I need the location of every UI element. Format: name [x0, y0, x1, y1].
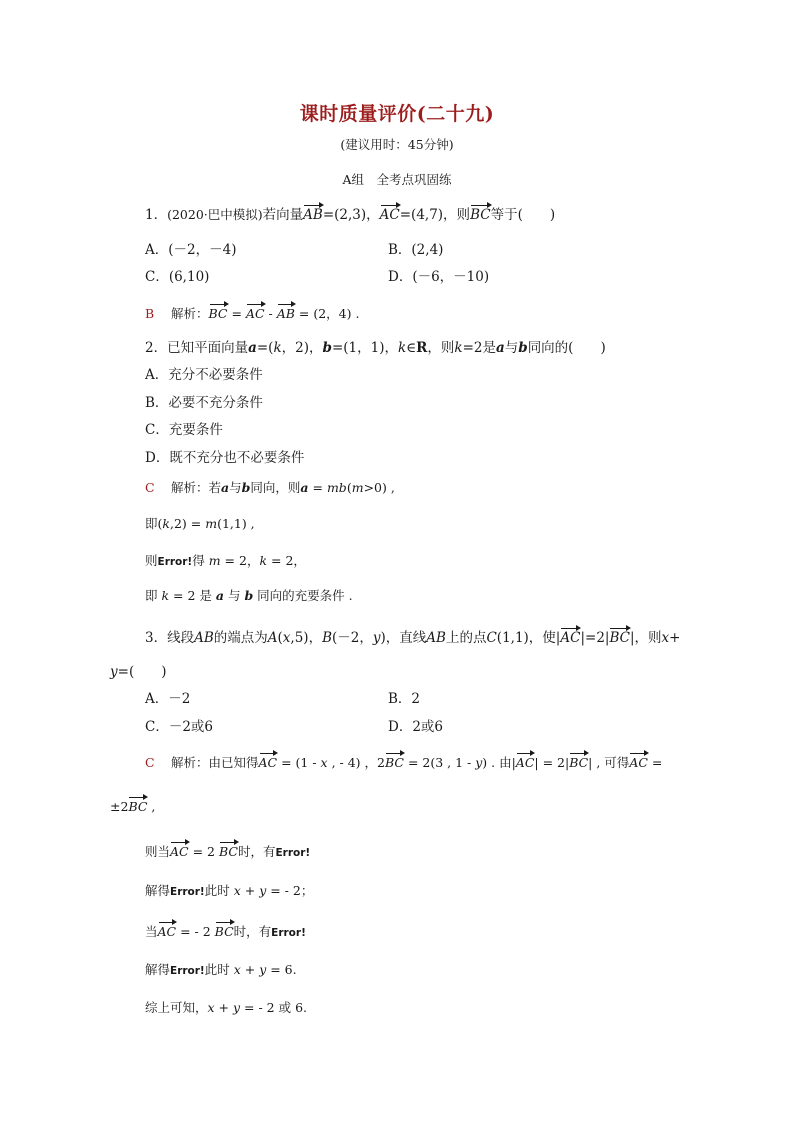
var-k: k	[273, 340, 282, 356]
vector-ac: AC	[560, 627, 580, 647]
solution-3-line-4	[145, 882, 313, 901]
answer-letter: B	[145, 306, 155, 321]
group-heading: A组 全考点巩固练	[342, 172, 452, 187]
solution-2	[145, 479, 395, 497]
text: (	[346, 480, 352, 495]
text: 若	[208, 480, 222, 495]
vector-bc: BC	[569, 752, 588, 772]
text: =( )	[117, 664, 167, 680]
solution-label: 解析：	[171, 755, 209, 770]
text: 同向，则	[250, 480, 301, 495]
text: = 2	[188, 844, 219, 859]
option-d: D．(－6，－10)	[388, 269, 490, 285]
set-r: R	[416, 340, 428, 356]
text: 与	[229, 480, 242, 495]
vector-bc: BC	[219, 841, 238, 861]
text: =2是	[462, 340, 496, 356]
text: = - 2	[176, 924, 215, 939]
vector-ab: AB	[277, 303, 295, 323]
text: 此时	[204, 883, 234, 898]
option-c: C．－2或6	[145, 719, 214, 735]
text: = 2(3 , 1 -	[403, 755, 476, 770]
var-y: y	[110, 664, 118, 680]
solution-label: 解析：	[171, 306, 209, 321]
text: ) . 由|	[482, 755, 516, 770]
solution-2-line-2	[145, 515, 255, 533]
answer-letter: C	[145, 480, 155, 495]
var-x: x	[282, 630, 291, 646]
option-d: D．2或6	[388, 719, 444, 735]
vector-ac: AC	[158, 921, 177, 941]
error-placeholder: Error!	[271, 927, 306, 939]
line-ab: AB	[426, 630, 446, 646]
text: 上的点	[445, 630, 487, 646]
segment-ab: AB	[194, 630, 214, 646]
error-placeholder: Error!	[275, 847, 311, 859]
vector-ac: AC	[259, 752, 278, 772]
text: ,5)，	[290, 630, 323, 646]
text: =	[647, 755, 663, 770]
answer-letter: C	[145, 755, 155, 770]
var-m: m	[208, 553, 221, 568]
text: ，则	[427, 340, 455, 356]
text: =(	[256, 340, 274, 356]
vector-ac: AC	[380, 204, 400, 224]
solution-3	[145, 752, 662, 772]
vector-bc: BC	[385, 752, 404, 772]
text: +	[240, 883, 260, 898]
page-title: 课时质量评价(二十九)	[299, 103, 495, 125]
text: (1,1)，使|	[496, 630, 561, 646]
solution-2-line-4	[145, 587, 353, 605]
var-a: a	[248, 340, 257, 356]
vector-ac: AC	[170, 841, 189, 861]
var-y: y	[475, 755, 483, 770]
option-c: C．(6,10)	[145, 269, 210, 285]
question-1-stem	[145, 204, 555, 224]
vector-bc: BC	[470, 204, 491, 224]
text: +	[669, 630, 681, 646]
time-note: (建议用时：45分钟)	[340, 137, 454, 152]
vector-bc: BC	[128, 796, 147, 816]
vector-ac: AC	[629, 752, 648, 772]
text: +	[240, 962, 260, 977]
option-b: B．2	[388, 691, 421, 707]
text: ∈	[406, 340, 417, 356]
text: = - 2 或 6.	[240, 1000, 308, 1015]
text: 则	[145, 553, 158, 568]
option-d: D．既不充分也不必要条件	[145, 450, 305, 466]
text: 线段	[167, 630, 195, 646]
text: =(4,7)，则	[399, 207, 471, 223]
solution-label: 解析：	[171, 480, 209, 495]
point-a: A	[267, 630, 278, 646]
text: 当	[145, 924, 158, 939]
vector-ab: AB	[303, 204, 323, 224]
text: (－2，	[332, 630, 373, 646]
solution-2-line-3	[145, 552, 306, 571]
text: ,	[147, 799, 156, 814]
var-a: a	[221, 480, 230, 495]
question-source: (2020·巴中模拟)	[167, 207, 263, 222]
text: |=2|	[580, 630, 610, 646]
var-a: a	[215, 588, 224, 603]
question-number: 2．	[145, 340, 168, 356]
question-2-stem	[145, 339, 606, 357]
var-k: k	[454, 340, 463, 356]
text: ，2)，	[281, 340, 323, 356]
text: 的端点为	[213, 630, 268, 646]
text: = 2，	[220, 553, 260, 568]
text: 即(	[145, 516, 163, 531]
text: =(1，1)，	[331, 340, 398, 356]
text: -	[264, 306, 277, 321]
var-k: k	[161, 588, 170, 603]
text: 解得	[145, 883, 171, 898]
text: = 2 是	[169, 588, 216, 603]
var-b: b	[241, 480, 251, 495]
text: 此时	[204, 962, 234, 977]
text: = (2，4) .	[294, 306, 360, 321]
solution-3-line-6	[145, 961, 297, 980]
var-a: a	[300, 480, 309, 495]
var-b: b	[244, 588, 254, 603]
text: 若向量	[262, 207, 304, 223]
var-y: y	[259, 962, 267, 977]
question-3-stem-cont	[110, 663, 167, 681]
vector-ac: AC	[516, 752, 535, 772]
solution-3-line-5	[145, 921, 306, 942]
solution-3-line-2	[110, 796, 155, 816]
error-placeholder: Error!	[170, 965, 205, 977]
option-c: C．充要条件	[145, 422, 223, 438]
vector-ac: AC	[246, 303, 265, 323]
text: 等于( )	[490, 207, 556, 223]
text: , - 4) ，2	[327, 755, 385, 770]
vector-bc: BC	[215, 921, 234, 941]
var-k: k	[397, 340, 407, 356]
text: 综上可知，	[145, 1000, 208, 1015]
text: =	[227, 306, 246, 321]
text: | , 可得	[588, 755, 630, 770]
solution-3-line-3	[145, 841, 310, 862]
text: 则当	[145, 844, 171, 859]
text: ±2	[110, 799, 129, 814]
point-c: C	[486, 630, 497, 646]
var-x: x	[233, 883, 241, 898]
text: 由已知得	[208, 755, 259, 770]
text: 时，有	[237, 844, 276, 859]
solution-3-line-7	[145, 999, 307, 1017]
solution-1	[145, 303, 359, 323]
text: = 6.	[266, 962, 297, 977]
text: ,2) =	[169, 516, 206, 531]
text: 得	[192, 553, 209, 568]
expr-mb: mb	[326, 480, 347, 495]
text: 时，有	[233, 924, 272, 939]
text: (1,1) ,	[217, 516, 255, 531]
var-m: m	[205, 516, 218, 531]
option-a: A．(－2，－4)	[145, 242, 237, 258]
text: 解得	[145, 962, 171, 977]
text: 已知平面向量	[167, 340, 249, 356]
question-3-stem	[145, 627, 680, 647]
var-a: a	[495, 340, 505, 356]
text: = (1 -	[277, 755, 321, 770]
var-y: y	[372, 630, 381, 646]
text: 与	[224, 588, 245, 603]
var-x: x	[207, 1000, 215, 1015]
text: )，直线	[380, 630, 427, 646]
var-y: y	[233, 1000, 241, 1015]
text: = 2，	[267, 553, 306, 568]
point-b: B	[322, 630, 332, 646]
text: |，则	[629, 630, 662, 646]
question-number: 1．	[145, 207, 168, 223]
option-b: B．必要不充分条件	[145, 395, 263, 411]
error-placeholder: Error!	[170, 886, 205, 898]
text: =	[308, 480, 327, 495]
text: =(2,3)，	[322, 207, 380, 223]
var-k: k	[162, 516, 170, 531]
var-x: x	[661, 630, 670, 646]
var-x: x	[320, 755, 328, 770]
text: = - 2；	[266, 883, 314, 898]
text: 同向的充要条件 .	[253, 588, 353, 603]
text: (	[277, 630, 283, 646]
vector-bc: BC	[609, 627, 630, 647]
question-number: 3．	[145, 630, 168, 646]
error-placeholder: Error!	[157, 556, 193, 568]
text: 同向的( )	[527, 340, 606, 356]
text: >0) ,	[363, 480, 395, 495]
var-y: y	[259, 883, 267, 898]
text: | = 2|	[534, 755, 570, 770]
text: 与	[504, 340, 519, 356]
vector-bc: BC	[209, 303, 228, 323]
var-b: b	[322, 340, 332, 356]
option-a: A．－2	[145, 691, 191, 707]
var-k: k	[259, 553, 268, 568]
option-b: B．(2,4)	[388, 242, 444, 258]
option-a: A．充分不必要条件	[145, 367, 263, 383]
var-x: x	[233, 962, 241, 977]
text: +	[214, 1000, 233, 1015]
var-m: m	[351, 480, 364, 495]
text: 即	[145, 588, 162, 603]
var-b: b	[518, 340, 528, 356]
